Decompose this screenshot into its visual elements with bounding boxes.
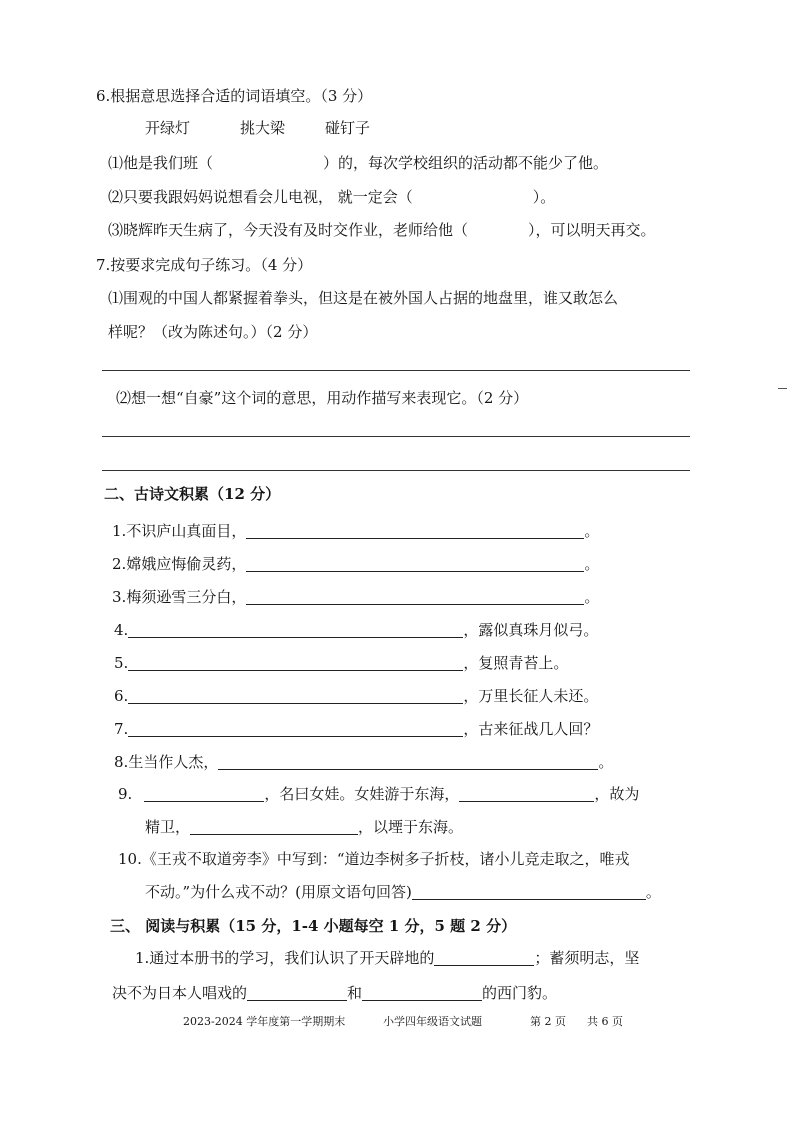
- q9-part-4: ，以堙于东海。: [358, 818, 464, 836]
- q7-item-1-line-2: 样呢？（改为陈述句。）（2 分）: [108, 323, 318, 341]
- poem-item-7-text: ，古来征战几人回？: [463, 720, 599, 738]
- q9-part-1: ，名曰女娃。女娃游于东海，: [264, 785, 460, 803]
- s3-q1-text-e: 的西门豹。: [482, 984, 558, 1002]
- poem-item-6-text: ，万里长征人未还。: [463, 687, 599, 705]
- q10-line-1: 10.《王戎不取道旁李》中写到：“道边李树多子折枝，诸小儿竞走取之，唯戎: [118, 850, 630, 868]
- q9-blank-3[interactable]: [190, 820, 358, 835]
- poem-item-5-text: ，复照青苔上。: [463, 654, 569, 672]
- poem-item-3-num: 3.: [112, 588, 127, 606]
- q6-item-1: [108, 153, 608, 173]
- poem-item-5: [114, 653, 568, 673]
- poem-item-8: [114, 752, 613, 772]
- poem-item-1: [112, 521, 599, 541]
- poem-item-1-text: 不识庐山真面目，: [126, 522, 247, 540]
- poem-item-6: [114, 686, 598, 706]
- q7-answer-line-2[interactable]: [102, 436, 690, 437]
- poem-item-2: [112, 554, 599, 574]
- poem-item-3-end: 。: [584, 588, 600, 606]
- poem-item-2-blank[interactable]: [246, 557, 584, 572]
- poem-item-4-blank[interactable]: [128, 623, 463, 638]
- poem-item-2-end: 。: [584, 555, 600, 573]
- q9-num: 9.: [118, 785, 133, 803]
- poem-item-7-num: 7.: [114, 720, 129, 738]
- footer-term: 2023-2024 学年度第一学期期末: [183, 1015, 346, 1028]
- poem-item-1-blank[interactable]: [246, 524, 584, 539]
- poem-item-3: [112, 587, 599, 607]
- s3-q1-line-2: [112, 983, 557, 1003]
- poem-item-7: [114, 719, 598, 739]
- s3-q1-text-d: 和: [347, 984, 363, 1002]
- q6-item-1-post: ）的，每次学校组织的活动都不能少了他。: [323, 154, 609, 172]
- poem-item-4-text: ，露似真珠月似弓。: [463, 621, 599, 639]
- q9-line-2: [145, 817, 463, 837]
- q10-blank[interactable]: [412, 885, 646, 900]
- word-option-2: 挑大梁: [240, 119, 286, 137]
- section-3-title: 三、 阅读与积累（15 分，1-4 小题每空 1 分，5 题 2 分）: [110, 917, 517, 935]
- q7-item-2: ⑵想一想“自豪”这个词的意思，用动作描写来表现它。（2 分）: [116, 389, 529, 407]
- poem-item-1-num: 1.: [112, 522, 127, 540]
- q6-item-3: [108, 220, 656, 240]
- poem-item-6-num: 6.: [114, 687, 129, 705]
- poem-item-8-blank[interactable]: [218, 755, 598, 770]
- poem-item-8-num: 8.: [114, 753, 129, 771]
- s3-q1-blank-2[interactable]: [247, 986, 347, 1001]
- q7-item-1-line-1: ⑴围观的中国人都紧握着拳头，但这是在被外国人占据的地盘里，谁又敢怎么: [108, 289, 619, 307]
- s3-q1-text-b: ；蓄须明志，坚: [534, 949, 640, 967]
- q10-end: 。: [645, 883, 661, 901]
- poem-item-7-blank[interactable]: [128, 722, 463, 737]
- q9-blank-1[interactable]: [144, 787, 264, 802]
- q9-part-2: ，故为: [594, 785, 640, 803]
- q9-blank-2[interactable]: [459, 787, 594, 802]
- poem-item-5-blank[interactable]: [128, 656, 463, 671]
- s3-q1-text-c: 决不为日本人唱戏的: [112, 984, 248, 1002]
- q6-item-2: [108, 187, 555, 207]
- s3-q1-line-1: [135, 948, 639, 968]
- poem-item-1-end: 。: [584, 522, 600, 540]
- q6-item-1-pre: ⑴他是我们班（: [108, 154, 214, 172]
- q6-title: 6.根据意思选择合适的词语填空。（3 分）: [96, 87, 373, 105]
- s3-q1-blank-1[interactable]: [434, 951, 534, 966]
- poem-item-6-blank[interactable]: [128, 689, 463, 704]
- q7-answer-line-3[interactable]: [102, 470, 690, 471]
- s3-q1-text-a: 1.通过本册书的学习，我们认识了开天辟地的: [135, 949, 435, 967]
- margin-mark: [778, 388, 787, 389]
- footer-exam: 小学四年级语文试题: [383, 1015, 482, 1028]
- q7-answer-line-1[interactable]: [102, 370, 690, 371]
- q9-part-3: 精卫，: [145, 818, 191, 836]
- poem-item-4: [114, 620, 598, 640]
- q7-title: 7.按要求完成句子练习。（4 分）: [96, 256, 313, 274]
- word-option-1: 开绿灯: [145, 119, 191, 137]
- section-2-title: 二、古诗文积累（12 分）: [104, 485, 281, 503]
- s3-q1-blank-3[interactable]: [362, 986, 482, 1001]
- q6-item-2-post: ）。: [532, 188, 556, 206]
- footer-page: 第 2 页: [530, 1015, 566, 1028]
- q6-item-3-post: ），可以明天再交。: [528, 221, 656, 239]
- poem-item-2-num: 2.: [112, 555, 127, 573]
- q9-line-1: [118, 784, 639, 804]
- poem-item-3-text: 梅须逊雪三分白，: [126, 588, 247, 606]
- footer-total: 共 6 页: [587, 1015, 623, 1028]
- word-option-3: 碰钉子: [325, 119, 371, 137]
- poem-item-4-num: 4.: [114, 621, 129, 639]
- poem-item-8-end: 。: [598, 753, 614, 771]
- poem-item-2-text: 嫦娥应悔偷灵药，: [126, 555, 247, 573]
- q10-line-2: [145, 882, 661, 902]
- poem-item-5-num: 5.: [114, 654, 129, 672]
- poem-item-8-text: 生当作人杰，: [128, 753, 219, 771]
- poem-item-3-blank[interactable]: [246, 590, 584, 605]
- q10-question: 不动。”为什么戎不动？(用原文语句回答): [145, 883, 412, 901]
- q6-item-2-pre: ⑵只要我跟妈妈说想看会儿电视， 就一定会（: [108, 188, 413, 206]
- q6-item-3-pre: ⑶晓辉昨天生病了，今天没有及时交作业，老师给他（: [108, 221, 469, 239]
